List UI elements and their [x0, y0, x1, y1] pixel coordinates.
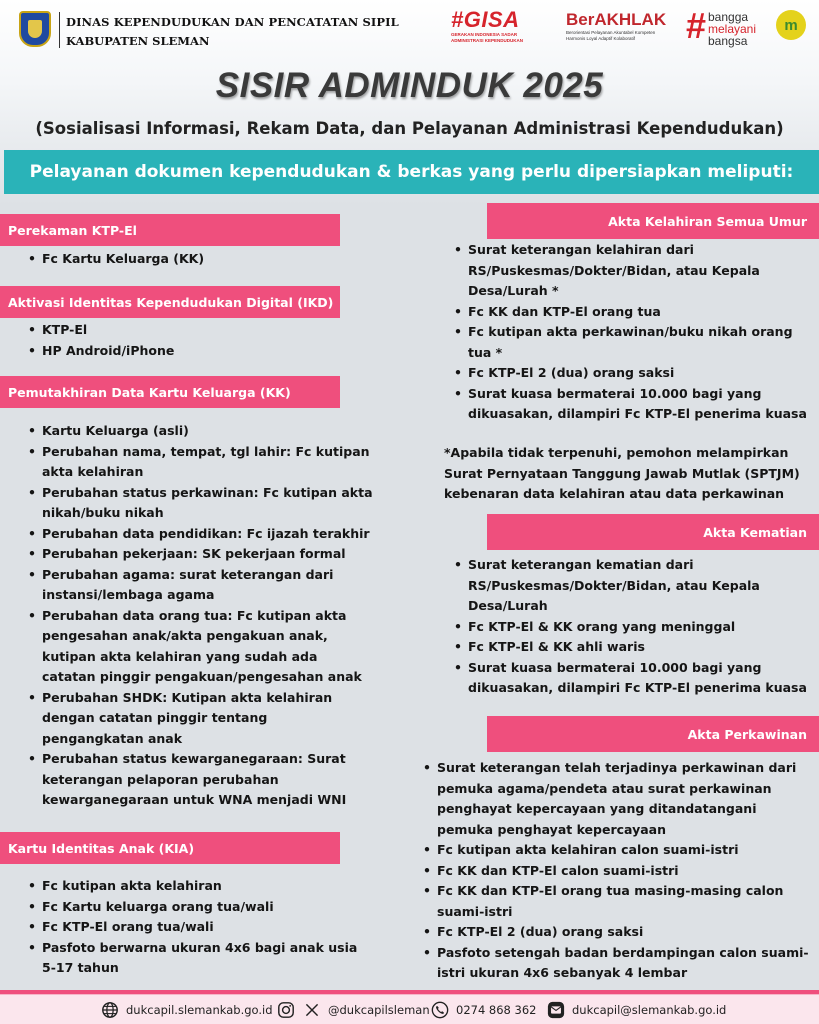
list-item: • Perubahan status kewarganegaraan: Surat keterangan pelaporan perubahan kewarganegaraan untuk WNA menjadi WNI [28, 749, 373, 811]
gisa-logo-sub2: ADMINISTRASI KEPENDUDUKAN [451, 38, 524, 43]
list-pemutakhiran-kk [28, 421, 373, 811]
list-item: • Fc KTP-El orang tua/wali [28, 917, 373, 938]
list-item: • Pasfoto berwarna ukuran 4x6 bagi anak usia 5-17 tahun [28, 938, 373, 979]
org-name-line1: DINAS KEPENDUDUKAN DAN PENCATATAN SIPIL [66, 15, 399, 29]
list-item: • Fc KK dan KTP-El orang tua masing-masing calon suami-istri [423, 881, 813, 922]
gisa-logo [451, 8, 549, 44]
footer [0, 994, 819, 1024]
bangga-line1: bangga [708, 10, 749, 24]
globe-icon [100, 1000, 120, 1020]
list-item: • Perubahan agama: surat keterangan dari instansi/lembaga agama [28, 565, 373, 606]
list-perekaman-ktp [28, 249, 348, 270]
footer-phone-text: 0274 868 362 [456, 1003, 537, 1017]
instagram-icon [276, 1000, 296, 1020]
list-item: • Perubahan data pendidikan: Fc ijazah terakhir [28, 524, 373, 545]
footer-website[interactable] [100, 999, 273, 1021]
list-item: • Surat kuasa bermaterai 10.000 bagi yang dikuasakan, dilampiri Fc KTP-El penerima kuasa [454, 384, 809, 425]
list-item: • KTP-El [28, 320, 348, 341]
list-item: • Perubahan nama, tempat, tgl lahir: Fc kutipan akta kelahiran [28, 442, 373, 483]
list-item: • Fc KTP-El 2 (dua) orang saksi [454, 363, 809, 384]
list-item: • Surat keterangan kematian dari RS/Puskesmas/Dokter/Bidan, atau Kepala Desa/Lurah [454, 555, 809, 617]
list-item: • Fc KTP-El & KK orang yang meninggal [454, 617, 809, 638]
list-item: • Perubahan status perkawinan: Fc kutipan akta nikah/buku nikah [28, 483, 373, 524]
list-item: • Surat kuasa bermaterai 10.000 bagi yang dikuasakan, dilampiri Fc KTP-El penerima kuasa [454, 658, 809, 699]
list-item: • Fc kutipan akta kelahiran [28, 876, 373, 897]
page-title: SISIR ADMINDUK 2025 [215, 66, 604, 105]
list-item: • Fc KK dan KTP-El orang tua [454, 302, 809, 323]
sptjm-note: *Apabila tidak terpenuhi, pemohon melampirkan Surat Pernyataan Tanggung Jawab Mutlak (SPTJM) kebenaran data kelahiran atau data perkawinan [444, 445, 800, 501]
m-logo: m [776, 10, 806, 40]
berakhlak-logo-title: BerAKHLAK [566, 10, 667, 29]
list-item: • Pasfoto setengah badan berdampingan calon suami-istri ukuran 4x6 sebanyak 4 lembar [423, 943, 813, 984]
list-item: • Fc Kartu keluarga orang tua/wali [28, 897, 373, 918]
list-item: • Surat keterangan telah terjadinya perkawinan dari pemuka agama/pendeta atau surat perkawinan penghayat kepercayaan yang ditandatangani pemuka penghayat kepercayaan [423, 758, 813, 840]
section-header-akta-kematian: Akta Kematian [487, 514, 819, 550]
header-divider [59, 12, 60, 48]
section-header-akta-kelahiran: Akta Kelahiran Semua Umur [487, 203, 819, 239]
footer-social[interactable] [276, 999, 430, 1021]
bangga-line2: melayani [708, 22, 757, 36]
section-header-aktivasi-ikd: Aktivasi Identitas Kependudukan Digital (IKD) [0, 286, 340, 318]
list-item: • Perubahan pekerjaan: SK pekerjaan formal [28, 544, 373, 565]
list-item: • Perubahan data orang tua: Fc kutipan akta pengesahan anak/akta pengakuan anak, kutipan akta kelahiran yang sudah ada catatan pinggir pengakuan/pengesahan anak [28, 606, 373, 688]
section-header-perekaman-ktp: Perekaman KTP-El [0, 214, 340, 246]
list-kia [28, 876, 373, 979]
sleman-seal-logo [19, 11, 51, 47]
section-header-akta-perkawinan: Akta Perkawinan [487, 716, 819, 752]
list-aktivasi-ikd [28, 320, 348, 361]
list-item: • Fc Kartu Keluarga (KK) [28, 249, 348, 270]
footer-email-text: dukcapil@slemankab.go.id [572, 1003, 727, 1017]
intro-banner: Pelayanan dokumen kependudukan & berkas yang perlu dipersiapkan meliputi: [4, 150, 819, 194]
org-name-line2: KABUPATEN SLEMAN [66, 34, 210, 48]
list-item: • Kartu Keluarga (asli) [28, 421, 373, 442]
berakhlak-logo [566, 10, 666, 42]
list-item: • Surat keterangan kelahiran dari RS/Puskesmas/Dokter/Bidan, atau Kepala Desa/Lurah * [454, 240, 809, 302]
list-item: • Fc KTP-El 2 (dua) orang saksi [423, 922, 813, 943]
section-header-kia: Kartu Identitas Anak (KIA) [0, 832, 340, 864]
footer-social-text: @dukcapilsleman [328, 1003, 430, 1017]
page-subtitle: (Sosialisasi Informasi, Rekam Data, dan Pelayanan Administrasi Kependudukan) [35, 119, 784, 138]
list-item: • Fc KK dan KTP-El calon suami-istri [423, 861, 813, 882]
list-akta-perkawinan [423, 758, 813, 984]
hash-icon: # [686, 5, 707, 46]
section-header-pemutakhiran-kk: Pemutakhiran Data Kartu Keluarga (KK) [0, 376, 340, 408]
list-akta-kematian [454, 555, 809, 699]
gisa-logo-title: #GISA [451, 7, 520, 32]
bangga-melayani-bangsa-logo [686, 6, 766, 50]
footer-email[interactable] [546, 999, 726, 1021]
header [0, 0, 819, 60]
phone-icon [430, 1000, 450, 1020]
bangga-line3: bangsa [708, 34, 748, 48]
list-item: • Fc kutipan akta perkawinan/buku nikah orang tua * [454, 322, 809, 363]
list-item: • Fc kutipan akta kelahiran calon suami-istri [423, 840, 813, 861]
gisa-logo-sub1: GERAKAN INDONESIA SADAR [451, 32, 518, 37]
footer-phone[interactable] [430, 999, 536, 1021]
list-item: • Perubahan SHDK: Kutipan akta kelahiran dengan catatan pinggir tentang pengangkatan anak [28, 688, 373, 750]
berakhlak-logo-sub1: Berorientasi Pelayanan Akuntabel Kompeten [566, 30, 656, 35]
list-item: • HP Android/iPhone [28, 341, 348, 362]
x-icon [302, 1000, 322, 1020]
list-item: • Fc KTP-El & KK ahli waris [454, 637, 809, 658]
berakhlak-logo-sub2: Harmonis Loyal Adaptif Kolaboratif [566, 36, 636, 41]
footer-website-text: dukcapil.slemankab.go.id [126, 1003, 273, 1017]
mail-icon [546, 1000, 566, 1020]
list-akta-kelahiran [454, 240, 809, 425]
